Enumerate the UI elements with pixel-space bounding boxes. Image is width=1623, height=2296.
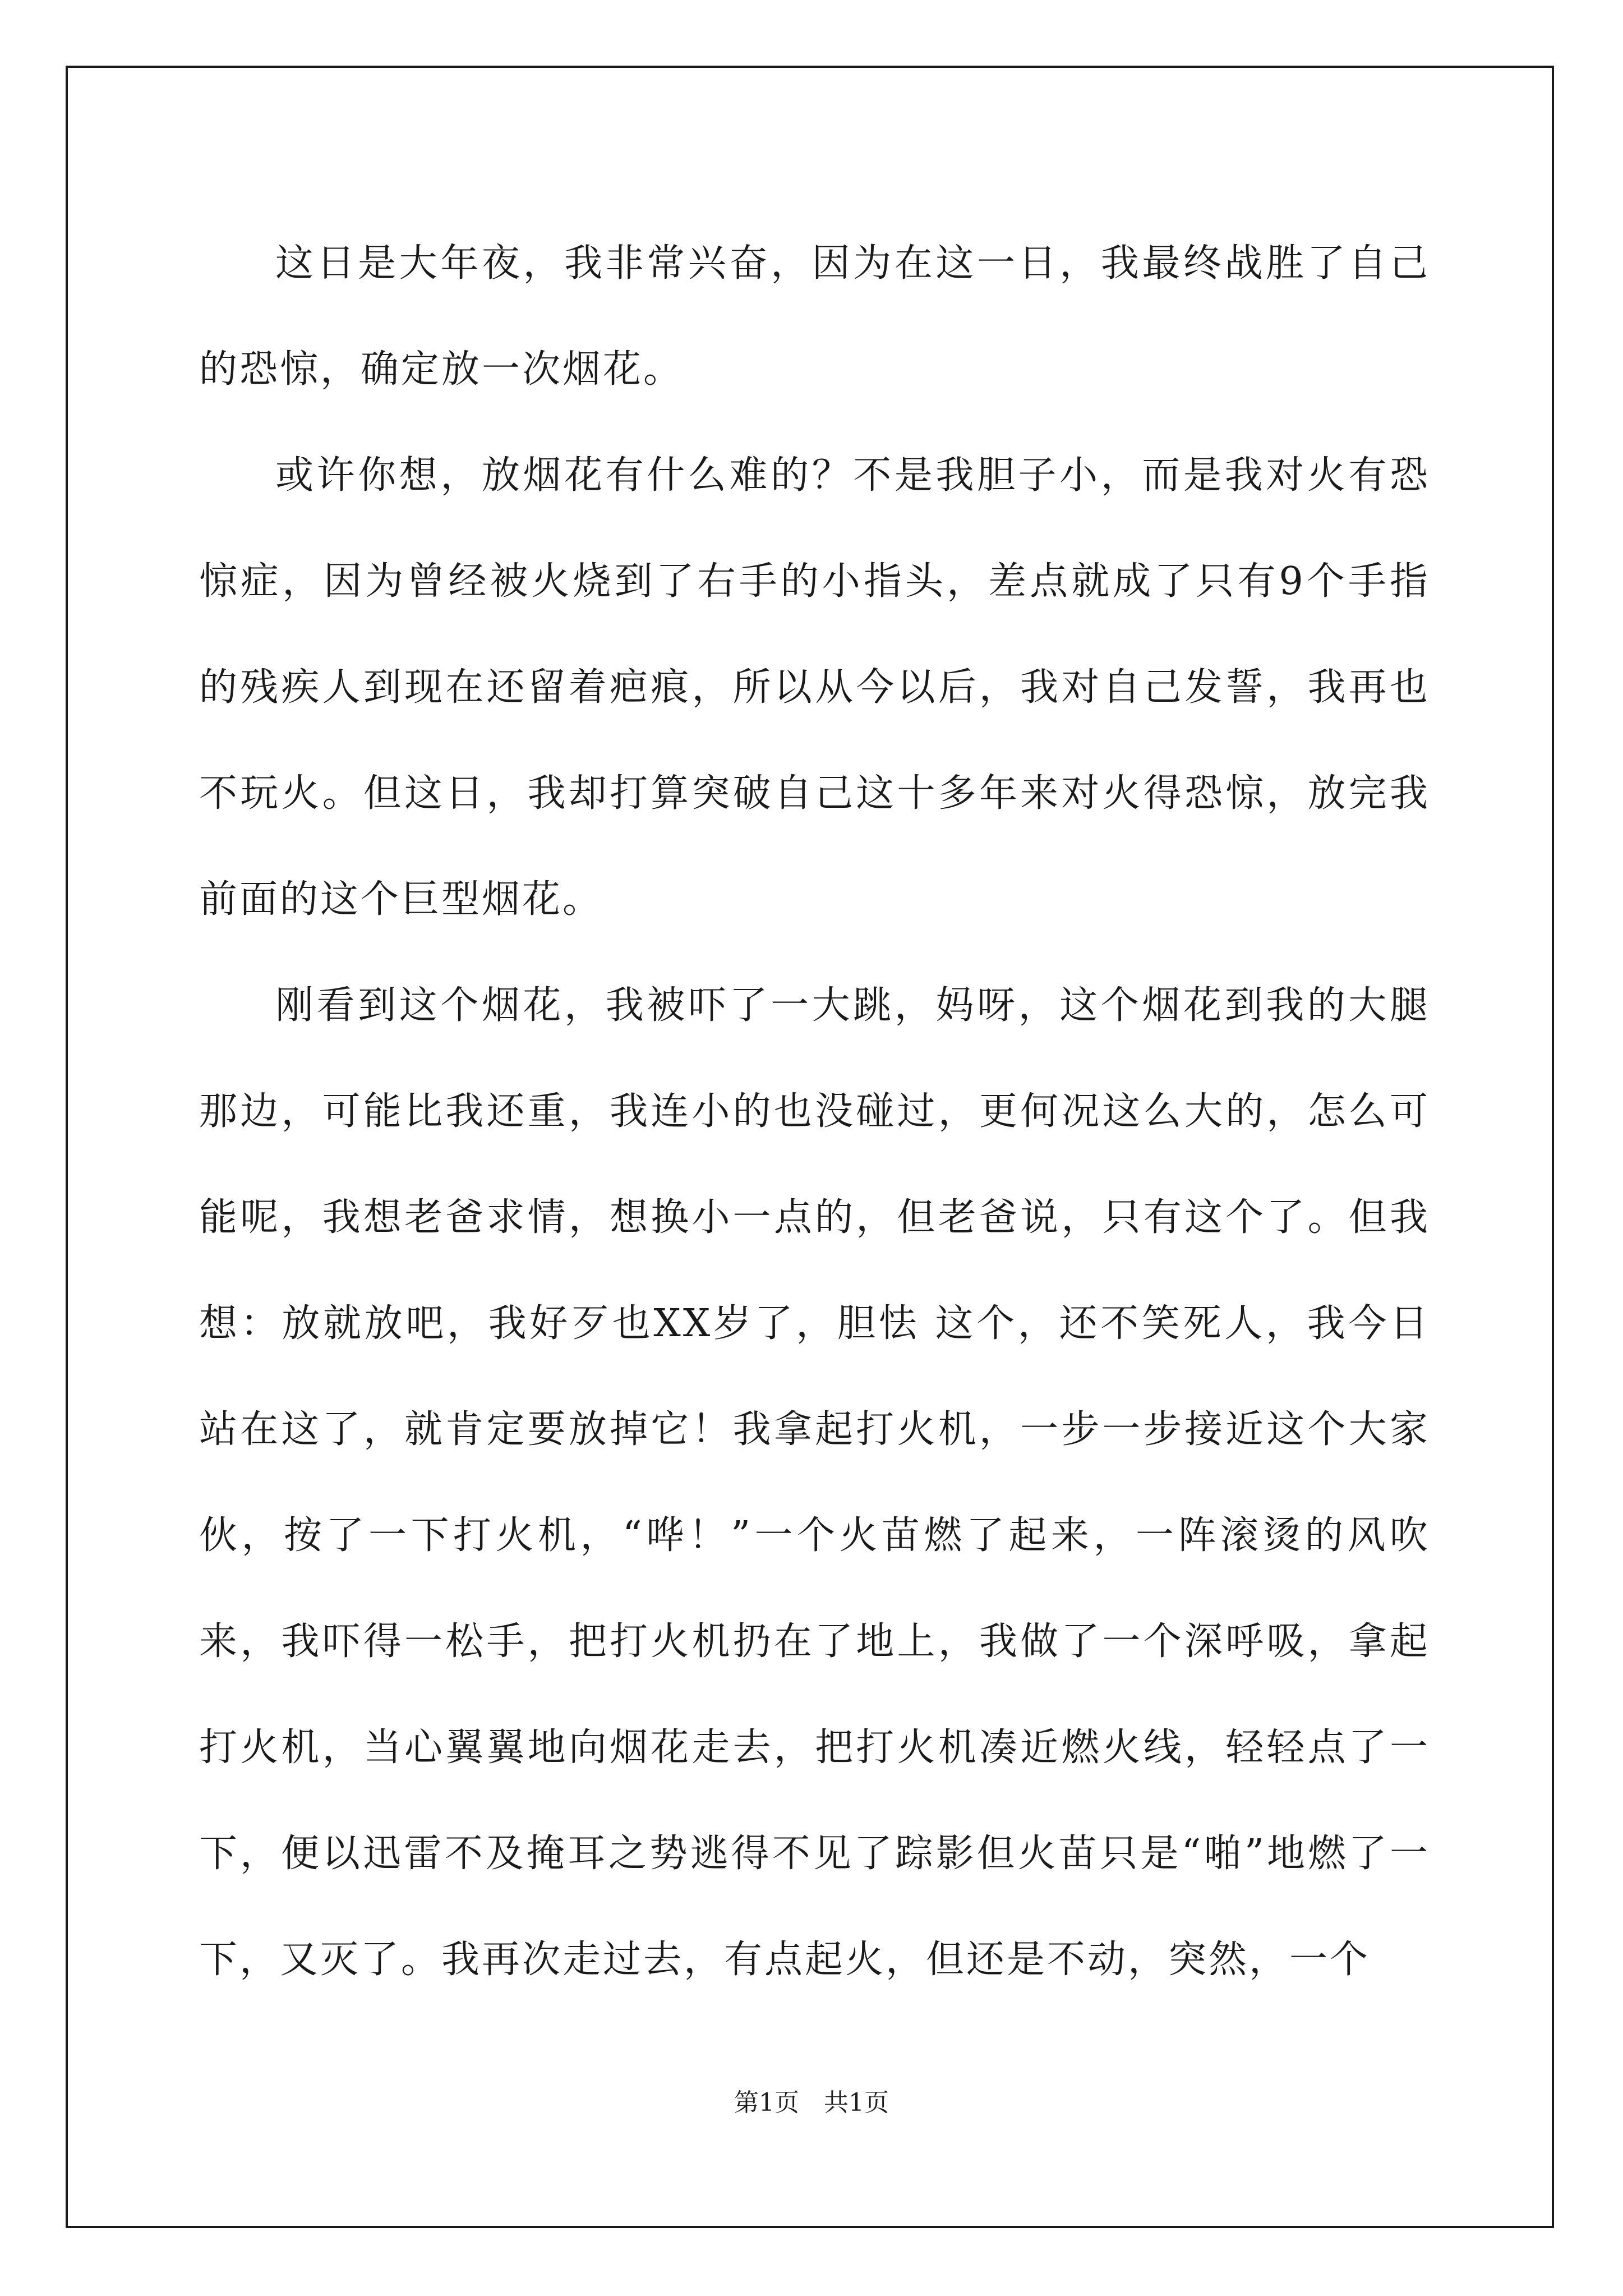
paragraph-3: 刚看到这个烟花，我被吓了一大跳，妈呀，这个烟花到我的大腿那边，可能比我还重，我连小的也没碰过，更何况这么大的，怎么可能呢，我想老爸求情，想换小一点的，但老爸说，只有这个了。但我想：放就放吧，我好歹也XX岁了，胆怯 这个，还不笑死人，我今日站在这了，就肯定要放掉它！我拿起打火机，一步一步接近这个大家伙，按了一下打火机，“哗！”一个火苗燃了起来，一阵滚烫的风吹来，我吓得一松手，把打火机扔在了地上，我做了一个深呼吸，拿起打火机，当心翼翼地向烟花走去，把打火机凑近燃火线，轻轻点了一下，便以迅雷不及掩耳之势逃得不见了踪影但火苗只是“啪”地燃了一下，又灭了。我再次走过去，有点起火，但还是不动，突然，一个 <box>199 983 1430 1982</box>
paragraph-2: 或许你想，放烟花有什么难的？不是我胆子小，而是我对火有恐惊症，因为曾经被火烧到了右手的小指头，差点就成了只有9个手指的残疾人到现在还留着疤痕，所以从今以后，我对自己发誓，我再也不玩火。但这日，我却打算突破自己这十多年来对火得恐惊，放完我前面的这个巨型烟花。 <box>199 453 1430 922</box>
document-body <box>199 210 1430 2013</box>
page-number: 第1页 共1页 <box>734 2088 889 2117</box>
paragraph-1: 这日是大年夜，我非常兴奋，因为在这一日，我最终战胜了自己的恐惊，确定放一次烟花。 <box>199 241 1430 392</box>
